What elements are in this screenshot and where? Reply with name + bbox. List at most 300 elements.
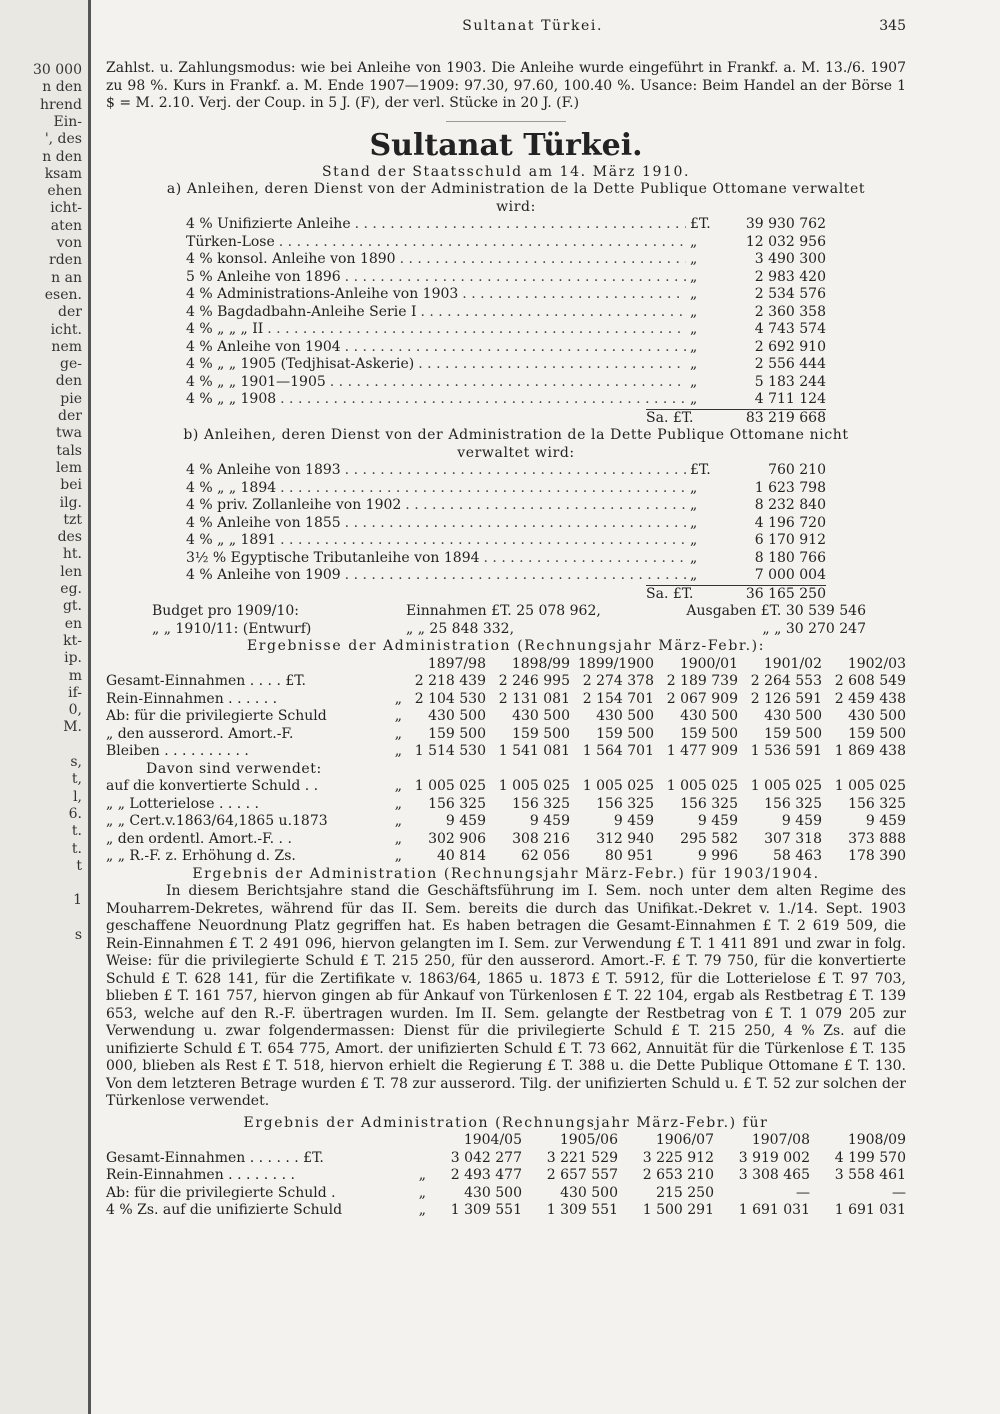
gutter-fragment: l, [73, 788, 82, 805]
row-value: 430 500 [680, 708, 738, 724]
row-label: Gesamt-Einnahmen . . . . . . £T. [106, 1149, 324, 1166]
budget-einnahmen: Einnahmen £T. 25 078 962, [406, 603, 601, 619]
loan-row [186, 515, 826, 533]
row-unit: „ [418, 1202, 426, 1218]
row-value: — [796, 1184, 810, 1201]
row-value: 430 500 [764, 708, 822, 724]
loan-unit: £T. [690, 216, 711, 232]
loan-unit: „ [690, 567, 698, 583]
loan-amount: 2 983 420 [754, 268, 826, 285]
year-header: 1908/09 [847, 1132, 906, 1148]
row-unit: „ [394, 725, 402, 742]
row-value: 2 126 591 [750, 690, 822, 707]
loan-unit: „ [690, 391, 698, 407]
results-row [106, 848, 906, 866]
row-value: 9 459 [529, 813, 570, 829]
row-value: 4 199 570 [834, 1149, 906, 1166]
results-row [106, 708, 906, 726]
running-title: Sultanat Türkei. [462, 18, 604, 34]
gutter-fragment: twa [56, 425, 82, 442]
row-label: Ab: für die privilegierte Schuld . [106, 1184, 336, 1201]
row-value: 1 005 025 [414, 778, 486, 794]
row-value: 1 005 025 [666, 778, 738, 794]
gutter-fragment: tals [56, 442, 82, 459]
loan-row [186, 391, 826, 409]
budget-einnahmen: „ „ 25 848 332, [406, 620, 515, 637]
row-value: 3 225 912 [642, 1149, 714, 1166]
part-a-heading: a) Anleihen, deren Dienst von der Administration de la Dette Publique Ottomane verwaltet wird: [166, 181, 866, 215]
row-value: 2 246 995 [498, 673, 570, 689]
separator [446, 121, 566, 122]
row-unit [402, 1150, 426, 1168]
row-value: 1 005 025 [498, 778, 570, 794]
leader-dots [420, 304, 686, 322]
year-header: 1900/01 [679, 655, 738, 672]
results-row [106, 673, 906, 691]
loan-label: 4 % Bagdadbahn-Anleihe Serie I [186, 303, 417, 320]
loan-row [186, 532, 826, 550]
gutter-fragment: t. [71, 823, 82, 840]
loan-row [186, 356, 826, 374]
row-value: 2 131 081 [498, 690, 570, 707]
row-value: 159 500 [680, 725, 738, 742]
row-value: 40 814 [437, 848, 486, 864]
loan-row [186, 339, 826, 357]
gutter-fragment: t [76, 857, 82, 874]
gutter-fragment: 30 000 [33, 62, 82, 78]
row-unit: „ [394, 743, 402, 759]
loan-row [186, 304, 826, 322]
year-header: 1907/08 [751, 1132, 810, 1148]
loan-amount: 2 556 444 [754, 356, 826, 372]
gutter-fragment: ge- [60, 356, 82, 373]
row-value: 2 608 549 [834, 673, 906, 689]
row-value: 58 463 [773, 848, 822, 864]
leader-dots [462, 286, 686, 304]
loan-amount: 2 692 910 [754, 338, 826, 355]
year-header: 1899/1900 [578, 655, 654, 672]
row-value: 1 691 031 [834, 1202, 906, 1218]
leader-dots [279, 234, 686, 252]
gutter-fragment: m [68, 667, 82, 684]
row-value: 2 459 438 [834, 690, 906, 707]
loan-label: 4 % „ „ „ II [186, 321, 264, 337]
gutter-fragment: kt- [63, 632, 82, 649]
leader-dots [330, 374, 686, 392]
loan-amount: 4 711 124 [754, 391, 826, 407]
leader-dots [280, 532, 686, 550]
loan-label: 4 % „ „ 1894 [186, 479, 277, 496]
row-value: 2 154 701 [582, 690, 654, 707]
gutter-fragment: ', des [44, 131, 82, 148]
row-label: Rein-Einnahmen . . . . . . [106, 690, 278, 707]
result-1903-heading: Ergebnis der Administration (Rechnungsjahr März-Febr.) für 1903/1904. [192, 865, 820, 882]
row-value: 156 325 [680, 795, 738, 812]
row-label: „ „ R.-F. z. Erhöhung d. Zs. [106, 848, 296, 864]
gutter-fragment: n an [51, 269, 82, 286]
row-value: 159 500 [428, 725, 486, 742]
row-value: 1 005 025 [750, 778, 822, 794]
part-b-heading: b) Anleihen, deren Dienst von der Administration de la Dette Publique Ottomane nicht verwaltet wird: [183, 427, 849, 461]
sum-amount: 36 165 250 [745, 585, 826, 602]
row-value: 2 264 553 [750, 673, 822, 689]
gutter-fragment: 1 [73, 892, 82, 909]
row-value: 3 308 465 [738, 1167, 810, 1183]
loan-amount: 12 032 956 [745, 233, 826, 250]
year-header: 1897/98 [427, 655, 486, 672]
year-header: 1901/02 [763, 655, 822, 672]
gutter-fragment: n den [42, 79, 82, 96]
year-header: 1905/06 [559, 1132, 618, 1148]
budget-label: „ „ 1910/11: (Entwurf) [152, 620, 312, 637]
loan-amount: 2 534 576 [754, 286, 826, 302]
loan-label: 4 % Anleihe von 1909 [186, 567, 341, 583]
row-unit: „ [418, 1184, 426, 1201]
loan-amount: 7 000 004 [754, 567, 826, 583]
results-row [106, 831, 906, 849]
intro-paragraph: Zahlst. u. Zahlungsmodus: wie bei Anleihe von 1903. Die Anleihe wurde eingeführt in Frankf. a. M. 13./6. 1907 zu 98 %. Kurs in Frankf. a. M. Ende 1907—1909: 97.30, 97.60, 100.40 %. Usance: Beim Handel an der Börse 1 $ = M. 2.10. Verj. der Coup. in 5 J. (F), der verl. Stücke in 20 J. (F.) [106, 60, 906, 111]
budget-ausgaben: „ „ 30 270 247 [762, 620, 866, 637]
loan-row [186, 286, 826, 304]
loan-unit: „ [690, 286, 698, 302]
row-unit [380, 673, 402, 691]
loan-unit: „ [690, 233, 698, 250]
loan-amount: 2 360 358 [754, 303, 826, 320]
row-value: 1 309 551 [450, 1202, 522, 1218]
loan-unit: „ [690, 268, 698, 285]
results-row [106, 796, 906, 814]
gutter-fragment: von [56, 235, 82, 251]
gutter-fragment: if- [68, 684, 82, 701]
results-row [106, 691, 906, 709]
section-title: Sultanat Türkei. [369, 127, 643, 163]
row-value: 430 500 [464, 1184, 522, 1201]
loan-amount: 39 930 762 [745, 216, 826, 232]
gutter-fragment: tzt [63, 511, 82, 528]
gutter-fragment: s, [70, 754, 82, 770]
leader-dots [267, 321, 686, 339]
budget-row [152, 603, 866, 621]
gutter-fragment: t. [71, 840, 82, 857]
gutter-fragment: eg. [60, 581, 82, 597]
row-value: 2 189 739 [666, 673, 738, 689]
loan-unit: £T. [690, 462, 711, 478]
row-label: Bleiben . . . . . . . . . . [106, 743, 249, 759]
row-unit: „ [394, 690, 402, 707]
loan-unit: „ [690, 251, 698, 267]
gutter-fragment: M. [63, 719, 82, 736]
loan-unit: „ [690, 549, 698, 566]
loan-amount: 3 490 300 [754, 251, 826, 267]
row-value: 2 104 530 [414, 690, 486, 707]
row-value: 430 500 [560, 1184, 618, 1201]
result-1903-text: In diesem Berichtsjahre stand die Geschäftsführung im I. Sem. noch unter dem alten Regime des Mouharrem-Dekretes, während für das II. Sem. bereits die durch das Unifikat.-Dekret v. 1./14. Sept. 1903 geschaffene Neuordnung Platz gegriffen hat. Es haben betragen die Gesamt-Einnahmen £ T. 2 619 509, die Rein-Einnahmen £ T. 2 491 096, hiervon gelangten im I. Sem. zur Verwendung £ T. 1 411 891 und zwar in folg. Weise: für die privilegierte Schuld £ T. 215 250, für den ausserord. Amort.-F. £ T. 79 750, für die konvertierte Schuld £ T. 628 141, für die Zertifikate v. 1863/64, 1865 u. 1873 £ T. 5912, für die Lotterielose £ T. 97 703, blieben £ T. 161 757, hiervon gingen ab für Ankauf von Türkenlosen £ T. 22 104, ergab als Restbetrag £ T. 139 653, welche auf den R.-F. übertragen wurden. Im II. Sem. gelangte der Restbetrag von £ T. 1 079 205 zur Verwendung u. zwar folgendermassen: Dienst für die privilegierte Schuld £ T. 215 250, 4 % Zs. auf die unifizierte Schuld £ T. 654 775, Amort. der unifizierten Schuld £ T. 73 662, Annuität für die Türkenlose £ T. 135 000, blieben als Rest £ T. 518, hiervon erhielt die Regierung £ T. 388 u. die Dette Publique Ottomane £ T. 130. Von dem letzteren Betrage wurden £ T. 78 zur ausserord. Tilg. der unifizierten Schuld u. £ T. 52 zur solchen der Türkenlose verwendet. [106, 883, 906, 1109]
loan-unit: „ [690, 532, 698, 548]
gutter-fragment: t, [71, 771, 82, 788]
row-value: 1 500 291 [642, 1202, 714, 1218]
part-a-list [186, 216, 826, 409]
loan-row [186, 234, 826, 252]
loan-label: 4 % Anleihe von 1904 [186, 338, 341, 355]
loan-label: 5 % Anleihe von 1896 [186, 268, 341, 285]
budget-label: Budget pro 1909/10: [152, 603, 299, 619]
row-label: „ „ Cert.v.1863/64,1865 u.1873 [106, 813, 328, 829]
loan-label: Türken-Lose [186, 233, 275, 250]
loan-label: 4 % „ „ 1901—1905 [186, 373, 326, 390]
gutter-fragment: en [64, 615, 82, 632]
page [106, 18, 906, 1220]
results2-year-row [106, 1132, 906, 1150]
row-value: 3 042 277 [450, 1149, 522, 1166]
row-value: 159 500 [512, 725, 570, 742]
loan-amount: 8 232 840 [754, 497, 826, 513]
spacer [402, 1132, 426, 1150]
row-value: 1 514 530 [414, 743, 486, 759]
loan-amount: 6 170 912 [754, 532, 826, 548]
loan-amount: 8 180 766 [754, 549, 826, 566]
row-value: 159 500 [764, 725, 822, 742]
row-value: 178 390 [848, 848, 906, 864]
part-b-sum [186, 585, 826, 604]
gutter-fragment: ht. [62, 546, 82, 563]
gutter-fragment: den [55, 373, 82, 390]
row-value: 62 056 [521, 848, 570, 864]
row-unit: „ [394, 778, 402, 794]
results-row [106, 1150, 906, 1168]
gutter-fragment: len [60, 563, 82, 580]
results1-table [106, 656, 906, 866]
row-value: 1 541 081 [498, 743, 570, 759]
loan-label: 4 % „ „ 1891 [186, 532, 277, 548]
leader-dots [405, 497, 686, 515]
results-row [106, 1185, 906, 1203]
results-row [106, 1167, 906, 1185]
gutter-fragment: ip. [64, 650, 82, 667]
row-value: 9 459 [613, 813, 654, 829]
row-value: 3 558 461 [834, 1167, 906, 1183]
gutter-fragment: aten [50, 217, 82, 234]
row-label: auf die konvertierte Schuld . . [106, 778, 319, 794]
leader-dots [400, 251, 686, 269]
sum-label: Sa. £T. [646, 409, 694, 426]
spacer [106, 656, 380, 674]
results-row [106, 778, 906, 796]
loan-unit: „ [690, 373, 698, 390]
row-value: 295 582 [680, 830, 738, 847]
results2-table [106, 1132, 906, 1220]
spacer [106, 1132, 402, 1150]
row-unit: „ [394, 813, 402, 829]
part-b-list [186, 462, 826, 585]
leader-dots [345, 462, 686, 480]
row-value: 159 500 [596, 725, 654, 742]
year-header: 1904/05 [463, 1132, 522, 1148]
page-number: 345 [879, 18, 906, 34]
gutter-fragment: s [74, 927, 82, 943]
row-value: 156 325 [428, 795, 486, 812]
row-value: 80 951 [605, 848, 654, 864]
budget-row [152, 621, 866, 639]
row-value: 312 940 [596, 830, 654, 847]
row-value: 3 221 529 [546, 1149, 618, 1166]
sum-label: Sa. £T. [646, 585, 694, 602]
row-value: 1 477 909 [666, 743, 738, 759]
leader-dots [280, 480, 686, 498]
row-value: 9 459 [865, 813, 906, 829]
results-row [106, 1202, 906, 1220]
loan-unit: „ [690, 303, 698, 320]
leader-dots [345, 339, 686, 357]
row-value: 2 067 909 [666, 690, 738, 707]
loan-label: 4 % Administrations-Anleihe von 1903 [186, 286, 459, 302]
left-page-gutter [0, 0, 91, 1414]
row-value: 3 919 002 [738, 1149, 810, 1166]
loan-unit: „ [690, 479, 698, 496]
loan-amount: 5 183 244 [754, 373, 826, 390]
loan-label: 3½ % Egyptische Tributanleihe von 1894 [186, 549, 480, 566]
gutter-fragment: esen. [44, 286, 82, 303]
sum-amount: 83 219 668 [745, 409, 826, 426]
gutter-fragment: icht. [50, 321, 82, 338]
row-unit: „ [394, 708, 402, 724]
row-value: 307 318 [764, 830, 822, 847]
row-value: 1 869 438 [834, 743, 906, 759]
loan-row [186, 251, 826, 269]
loan-unit: „ [690, 497, 698, 513]
loan-row [186, 462, 826, 480]
loan-row [186, 550, 826, 568]
loan-row [186, 374, 826, 392]
row-value: 9 459 [445, 813, 486, 829]
row-value: 156 325 [848, 795, 906, 812]
gutter-fragment: hrend [40, 96, 82, 113]
row-label: Gesamt-Einnahmen . . . . £T. [106, 673, 306, 689]
loan-amount: 1 623 798 [754, 479, 826, 496]
leader-dots [345, 567, 686, 585]
row-unit: „ [394, 795, 402, 812]
budget-ausgaben: Ausgaben £T. 30 539 546 [686, 603, 866, 619]
results-row [106, 743, 906, 761]
gutter-fragment: ilg. [59, 494, 82, 511]
loan-unit: „ [690, 356, 698, 372]
year-header: 1906/07 [655, 1132, 714, 1148]
row-value: 2 657 557 [546, 1167, 618, 1183]
gutter-fragment: bei [60, 477, 82, 494]
loan-row [186, 497, 826, 515]
row-value: 1 309 551 [546, 1202, 618, 1218]
results2-heading: Ergebnis der Administration (Rechnungsjahr März-Febr.) für [243, 1114, 769, 1131]
row-value: 308 216 [512, 830, 570, 847]
budget-block [152, 603, 866, 638]
row-value: 1 536 591 [750, 743, 822, 759]
loan-row [186, 321, 826, 339]
gutter-fragment: lem [55, 459, 82, 476]
row-label: 4 % Zs. auf die unifizierte Schuld [106, 1202, 343, 1218]
loan-label: 4 % „ „ 1908 [186, 391, 277, 407]
row-label: Ab: für die privilegierte Schuld [106, 708, 327, 724]
loan-unit: „ [690, 338, 698, 355]
row-value: 9 459 [697, 813, 738, 829]
row-label: „ den ausserord. Amort.-F. [106, 725, 294, 742]
loan-label: 4 % Anleihe von 1855 [186, 514, 341, 531]
row-value: 1 005 025 [582, 778, 654, 794]
loan-label: 4 % Anleihe von 1893 [186, 462, 341, 478]
row-value: — [892, 1184, 906, 1201]
gutter-fragment: rden [49, 252, 82, 269]
results1-subheading: Davon sind verwendet: [146, 760, 322, 777]
stand-heading: Stand der Staatsschuld am 14. März 1910. [321, 163, 691, 180]
loan-unit: „ [690, 321, 698, 337]
part-a-sum [186, 409, 826, 428]
row-value: 1 691 031 [738, 1202, 810, 1218]
year-header: 1898/99 [511, 655, 570, 672]
row-value: 1 005 025 [834, 778, 906, 794]
loan-label: 4 % priv. Zollanleihe von 1902 [186, 497, 402, 513]
spacer [380, 656, 402, 674]
year-header: 1902/03 [847, 655, 906, 672]
loan-row [186, 567, 826, 585]
row-value: 430 500 [512, 708, 570, 724]
gutter-fragment: der [58, 408, 82, 424]
row-value: 2 218 439 [414, 673, 486, 689]
leader-dots [345, 515, 686, 533]
row-value: 9 996 [697, 848, 738, 864]
gutter-fragment: pie [60, 390, 82, 407]
row-label: „ „ Lotterielose . . . . . [106, 795, 260, 812]
gutter-fragment: 6. [68, 805, 82, 822]
loan-row [186, 269, 826, 287]
row-value: 156 325 [764, 795, 822, 812]
row-value: 156 325 [512, 795, 570, 812]
gutter-fragment: Ein- [53, 113, 82, 130]
loan-row [186, 480, 826, 498]
loan-label: 4 % Unifizierte Anleihe [186, 216, 351, 232]
row-label: „ den ordentl. Amort.-F. . . [106, 830, 292, 847]
row-label: Rein-Einnahmen . . . . . . . . [106, 1167, 295, 1183]
row-value: 373 888 [848, 830, 906, 847]
loan-amount: 760 210 [768, 462, 826, 478]
results1-year-row [106, 656, 906, 674]
row-unit: „ [418, 1167, 426, 1183]
gutter-fragment: 0, [68, 702, 82, 719]
row-value: 215 250 [656, 1184, 714, 1201]
row-value: 156 325 [596, 795, 654, 812]
leader-dots [418, 356, 686, 374]
gutter-fragment: n den [42, 148, 82, 165]
row-value: 302 906 [428, 830, 486, 847]
row-value: 2 493 477 [450, 1167, 522, 1183]
loan-amount: 4 196 720 [754, 514, 826, 531]
row-unit: „ [394, 830, 402, 847]
leader-dots [355, 216, 686, 234]
row-value: 159 500 [848, 725, 906, 742]
leader-dots [484, 550, 686, 568]
loan-row [186, 216, 826, 234]
row-value: 9 459 [781, 813, 822, 829]
row-value: 1 564 701 [582, 743, 654, 759]
gutter-fragment: nem [51, 338, 82, 355]
loan-label: 4 % konsol. Anleihe von 1890 [186, 251, 396, 267]
loan-amount: 4 743 574 [754, 321, 826, 337]
leader-dots [345, 269, 686, 287]
running-header [106, 18, 906, 38]
results-row [106, 813, 906, 831]
row-value: 430 500 [428, 708, 486, 724]
row-value: 2 653 210 [642, 1167, 714, 1183]
loan-label: 4 % „ „ 1905 (Tedjhisat-Askerie) [186, 356, 415, 372]
row-value: 430 500 [848, 708, 906, 724]
row-value: 430 500 [596, 708, 654, 724]
